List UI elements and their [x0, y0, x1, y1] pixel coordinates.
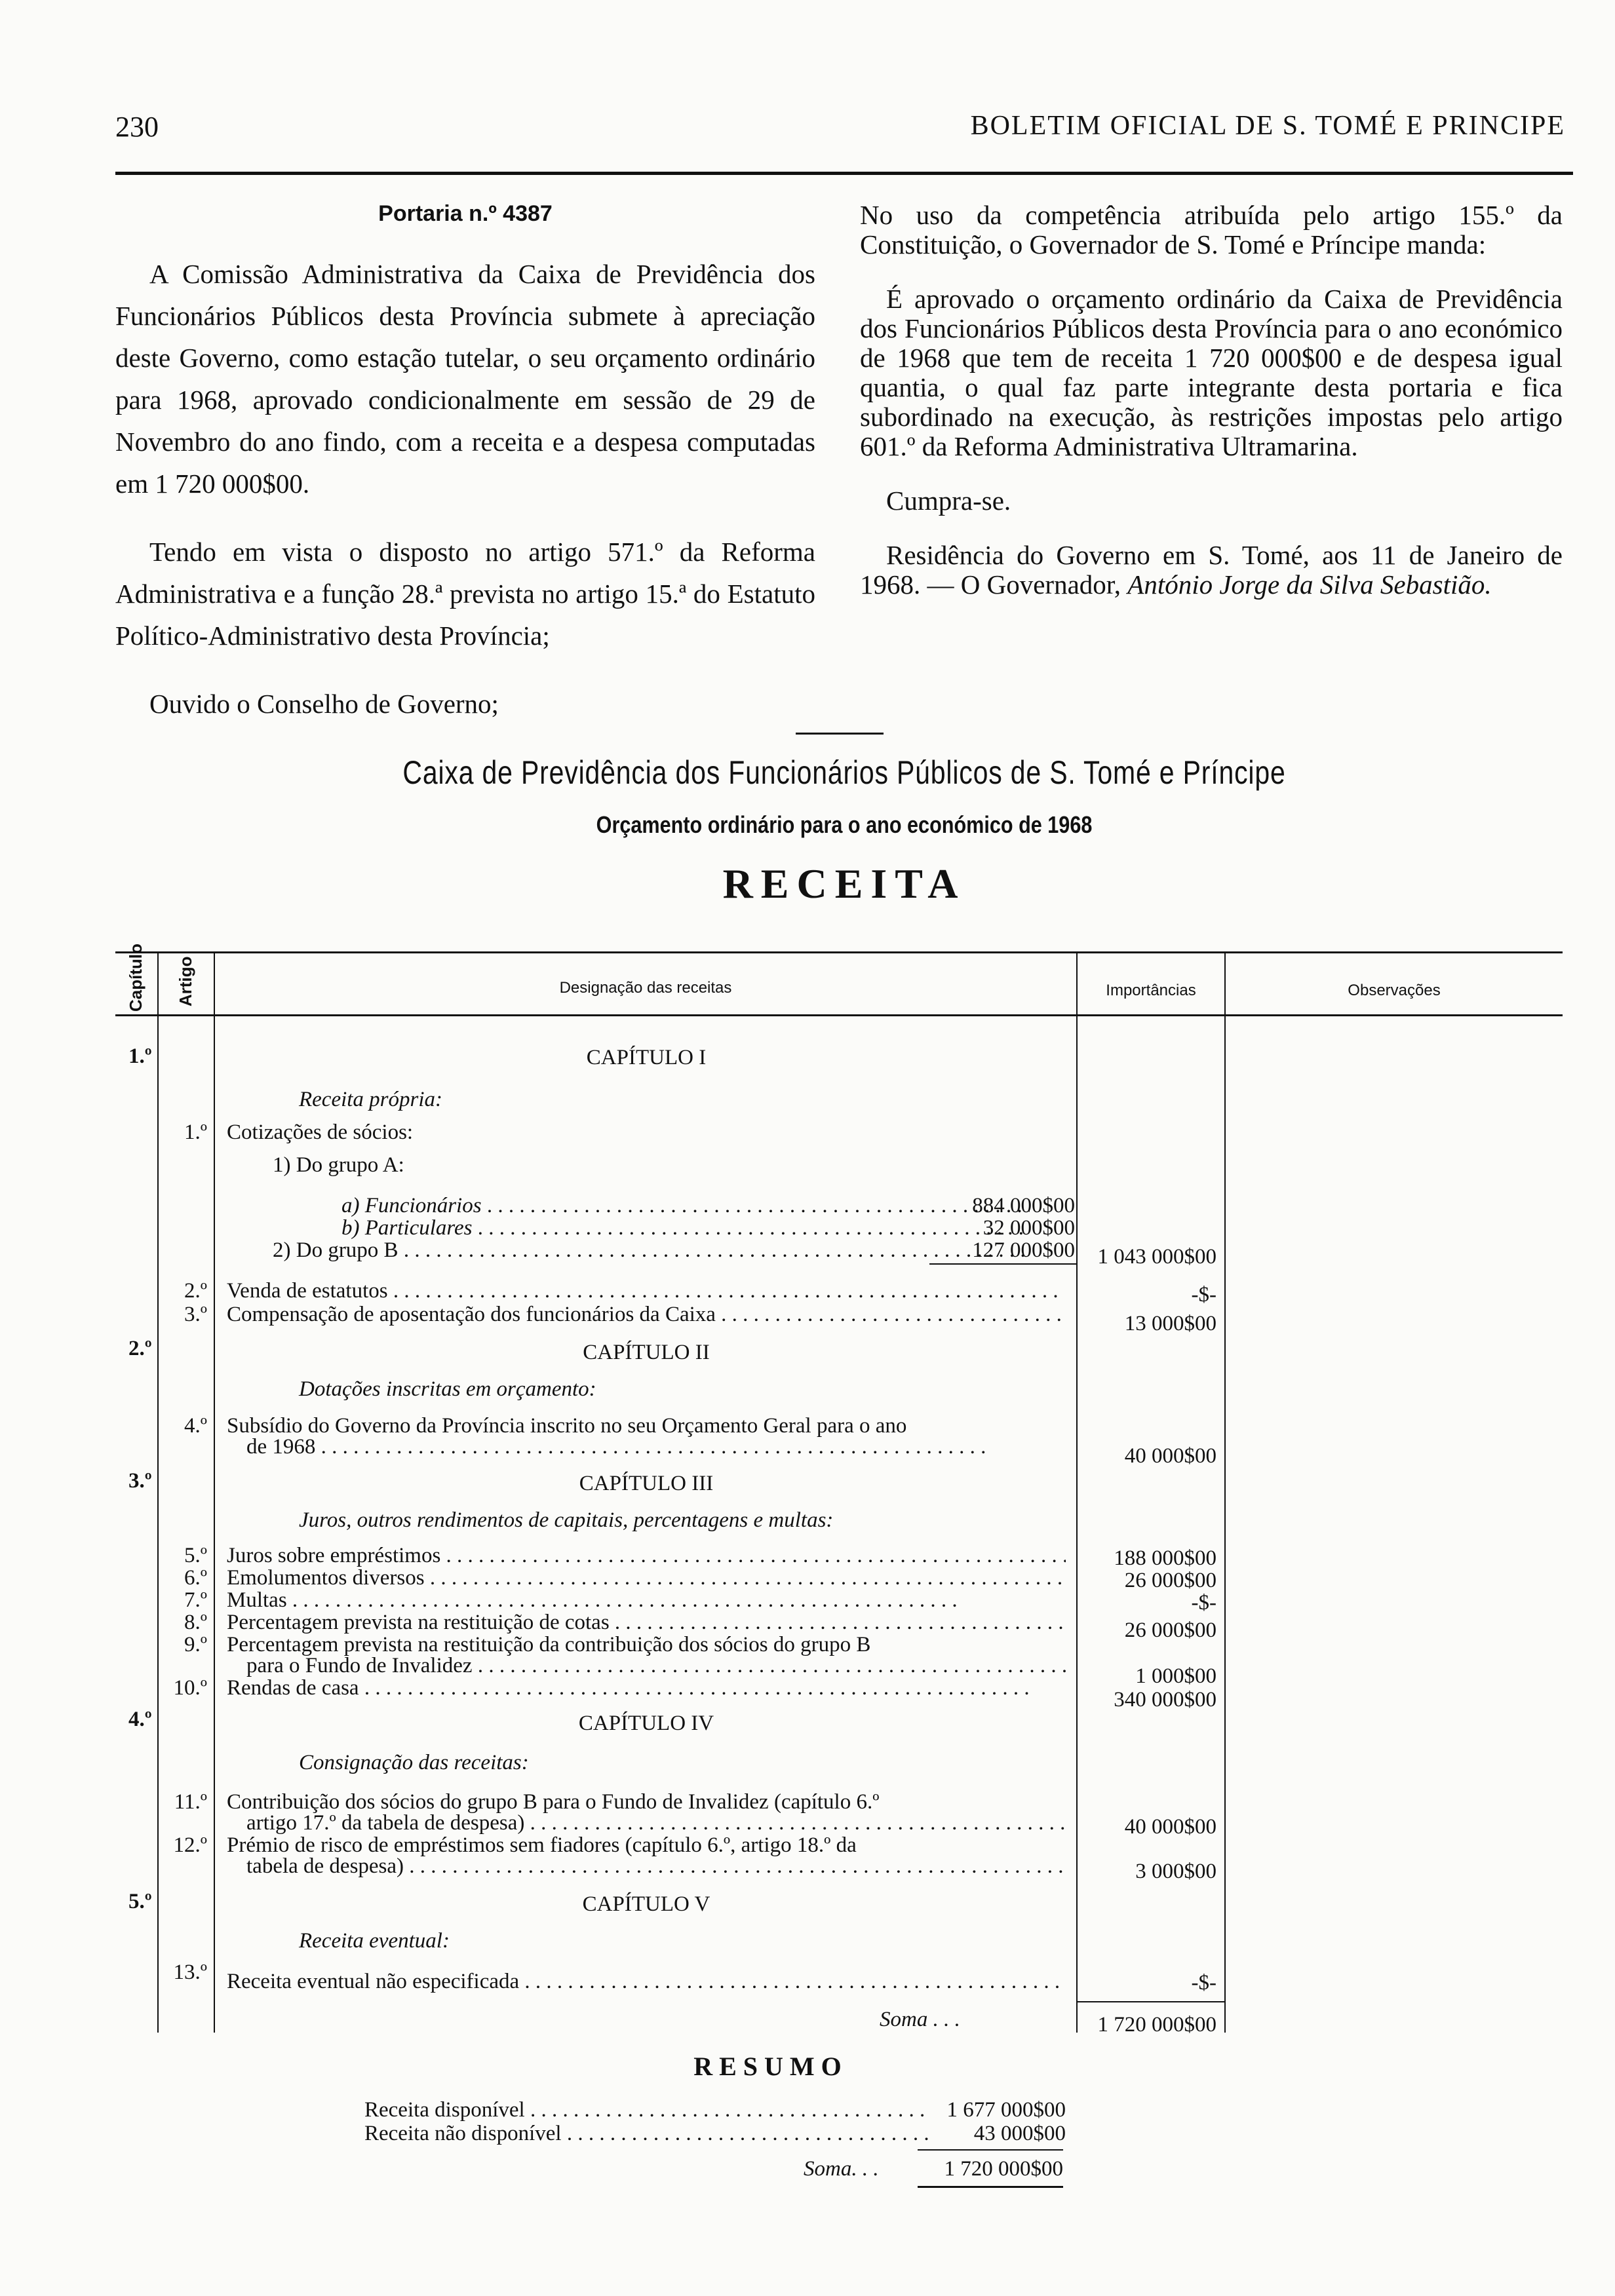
item-value: 884 000$00 — [972, 1194, 1075, 1217]
resumo-title: RESUMO — [693, 2052, 848, 2081]
article-text: Multas . . . — [227, 1588, 1066, 1612]
header-importancias: Importâncias — [1106, 982, 1196, 999]
closing-text: Residência do Governo em S. Tomé, aos 11 de Janeiro de 1968. — O Governador, — [860, 540, 1563, 600]
resumo-label: Receita disponível . . . — [364, 2098, 928, 2122]
resumo-soma-label: Soma. . . — [804, 2157, 879, 2181]
article-value: 26 000$00 — [1124, 1618, 1216, 1642]
article-number: 5.º — [184, 1544, 207, 1567]
chapter-subtitle: Dotações inscritas em orçamento: — [299, 1377, 596, 1401]
running-head: BOLETIM OFICIAL DE S. TOMÉ E PRINCIPE — [970, 111, 1565, 141]
article-text: Rendas de casa . . . — [227, 1676, 1066, 1700]
chapter-subtitle: Receita própria: — [299, 1088, 443, 1111]
article-text: Juros sobre empréstimos . . . — [227, 1544, 1066, 1567]
article-value: -$- — [1191, 1971, 1216, 1995]
portaria-right-column — [860, 201, 1563, 624]
chapter-number: 2.º — [128, 1337, 152, 1360]
sum-rule — [1078, 2001, 1224, 2002]
subtotal-rule — [929, 1263, 1076, 1265]
closing-paragraph — [860, 541, 1563, 600]
article-number: 10.º — [173, 1676, 207, 1700]
item-value: 32 000$00 — [983, 1216, 1075, 1240]
chapter-number: 4.º — [128, 1708, 152, 1731]
paragraph: No uso da competência atribuída pelo artigo 155.º da Constituição, o Governador de S. Tomé e Príncipe manda: — [860, 200, 1563, 259]
item-label: a) Funcionários . . . — [341, 1194, 1030, 1217]
col-divider — [1224, 951, 1226, 2033]
item-label: b) Particulares . . . — [341, 1216, 1030, 1240]
article-number: 9.º — [184, 1633, 207, 1656]
article-text: Percentagem prevista na restituição de cotas . . . — [227, 1611, 1066, 1634]
article-text-cont: tabela de despesa) . . . — [246, 1854, 1066, 1878]
article-text: Cotizações de sócios: — [227, 1120, 414, 1144]
article-total: 1 043 000$00 — [1097, 1245, 1216, 1269]
paragraph: A Comissão Administrativa da Caixa de Previdência dos Funcionários Públicos desta Província submete à apreciação deste Governo, como estação tutelar, o seu orçamento ordinário para 1968, aprovado condicionalmente em sessão de 29 de Novembro do ano findo, com a receita e a despesa computadas em 1 720 000$00. — [115, 259, 815, 499]
page-number: 230 — [115, 111, 159, 143]
table-header-rule — [115, 1014, 1563, 1016]
portaria-title: Portaria n.º 4387 — [378, 201, 553, 226]
col-divider — [1076, 951, 1078, 2033]
col-divider — [214, 951, 215, 2033]
chapter-subtitle: Receita eventual: — [299, 1929, 450, 1953]
article-text: Subsídio do Governo da Província inscrito no seu Orçamento Geral para o ano — [227, 1414, 907, 1438]
article-text: Venda de estatutos . . . — [227, 1279, 1066, 1303]
article-text-cont: de 1968 . . . — [246, 1435, 1066, 1459]
paragraph: Cumpra-se. — [886, 486, 1011, 516]
signature: António Jorge da Silva Sebastião. — [1127, 569, 1492, 600]
article-text-cont: para o Fundo de Invalidez . . . — [246, 1654, 1066, 1677]
chapter-subtitle: Consignação das receitas: — [299, 1751, 529, 1774]
article-text: Contribuição dos sócios do grupo B para o Fundo de Invalidez (capítulo 6.º — [227, 1790, 880, 1814]
soma-label: Soma . . . — [880, 2008, 960, 2031]
chapter-title: CAPÍTULO I — [586, 1046, 707, 1069]
article-text: Prémio de risco de empréstimos sem fiadores (capítulo 6.º, artigo 18.º da — [227, 1833, 857, 1857]
article-text: Percentagem prevista na restituição da contribuição dos sócios do grupo B — [227, 1633, 871, 1656]
article-value: 188 000$00 — [1114, 1546, 1216, 1570]
article-value: 40 000$00 — [1124, 1444, 1216, 1468]
header-designacao: Designação das receitas — [559, 979, 732, 997]
resumo-double-rule — [918, 2186, 1063, 2188]
chapter-title: CAPÍTULO IV — [578, 1712, 714, 1735]
article-value: 26 000$00 — [1124, 1569, 1216, 1592]
item-label: 2) Do grupo B . . . — [273, 1238, 1026, 1262]
article-number: 13.º — [173, 1961, 207, 1984]
budget-subtitle: Orçamento ordinário para o ano económico de 1968 — [596, 811, 1093, 838]
header-observacoes: Observações — [1348, 982, 1441, 999]
article-value: 3 000$00 — [1135, 1860, 1216, 1883]
paragraph: Tendo em vista o disposto no artigo 571.º da Reforma Administrativa e a função 28.ª prevista no artigo 15.ª do Estatuto Político-Administrativo desta Província; — [115, 537, 815, 651]
chapter-title: CAPÍTULO III — [579, 1472, 714, 1495]
article-text: Compensação de aposentação dos funcionários da Caixa . . . — [227, 1303, 1066, 1326]
header-rule — [115, 172, 1573, 175]
article-text-cont: artigo 17.º da tabela de despesa) . . . — [246, 1811, 1066, 1835]
portaria-left-column — [115, 201, 815, 751]
article-value: 13 000$00 — [1124, 1312, 1216, 1335]
article-number: 11.º — [174, 1790, 207, 1814]
paragraph: É aprovado o orçamento ordinário da Caixa de Previdência dos Funcionários Públicos desta Província para o ano económico de 1968 que tem de receita 1 720 000$00 e de despesa igual quantia, o qual faz parte integrante desta portaria e fica subordinado na execução, às restrições impostas pelo artigo 601.º da Reforma Administrativa Ultramarina. — [860, 284, 1563, 461]
soma-value: 1 720 000$00 — [1097, 2013, 1216, 2037]
receita-table — [115, 944, 1563, 2050]
subgroup-label: 1) Do grupo A: — [273, 1153, 404, 1177]
article-text: Receita eventual não especificada . . . — [227, 1970, 1066, 1993]
section-title: RECEITA — [722, 860, 966, 907]
table-top-rule — [115, 951, 1563, 953]
chapter-title: CAPÍTULO II — [583, 1341, 710, 1364]
article-number: 1.º — [184, 1120, 207, 1144]
chapter-number: 3.º — [128, 1469, 152, 1493]
article-number: 8.º — [184, 1611, 207, 1634]
header-artigo: Artigo — [176, 956, 195, 1006]
item-value: 127 000$00 — [972, 1238, 1075, 1262]
chapter-title: CAPÍTULO V — [582, 1892, 710, 1916]
article-value: -$- — [1191, 1283, 1216, 1307]
resumo-value: 1 677 000$00 — [946, 2098, 1066, 2122]
chapter-number: 5.º — [128, 1890, 152, 1913]
article-value: 40 000$00 — [1124, 1815, 1216, 1839]
article-number: 7.º — [184, 1588, 207, 1612]
article-value: 340 000$00 — [1114, 1688, 1216, 1712]
paragraph: Ouvido o Conselho de Governo; — [149, 689, 499, 719]
article-number: 4.º — [184, 1414, 207, 1438]
article-number: 12.º — [173, 1833, 207, 1857]
article-number: 6.º — [184, 1566, 207, 1590]
section-divider — [796, 733, 884, 735]
resumo-sum-rule — [918, 2149, 1063, 2151]
chapter-number: 1.º — [128, 1044, 152, 1068]
resumo-label: Receita não disponível . . . — [364, 2122, 928, 2146]
institution-title: Caixa de Previdência dos Funcionários Públicos de S. Tomé e Príncipe — [402, 754, 1286, 791]
resumo-value: 43 000$00 — [973, 2122, 1066, 2145]
resumo-soma-value: 1 720 000$00 — [944, 2157, 1063, 2181]
article-number: 2.º — [184, 1279, 207, 1303]
article-value: 1 000$00 — [1135, 1664, 1216, 1688]
article-value: -$- — [1191, 1591, 1216, 1615]
chapter-subtitle: Juros, outros rendimentos de capitais, percentagens e multas: — [299, 1508, 834, 1532]
article-number: 3.º — [184, 1303, 207, 1326]
col-divider — [157, 951, 159, 2033]
header-capitulo: Capítulo — [126, 944, 146, 1012]
article-text: Emolumentos diversos . . . — [227, 1566, 1066, 1590]
